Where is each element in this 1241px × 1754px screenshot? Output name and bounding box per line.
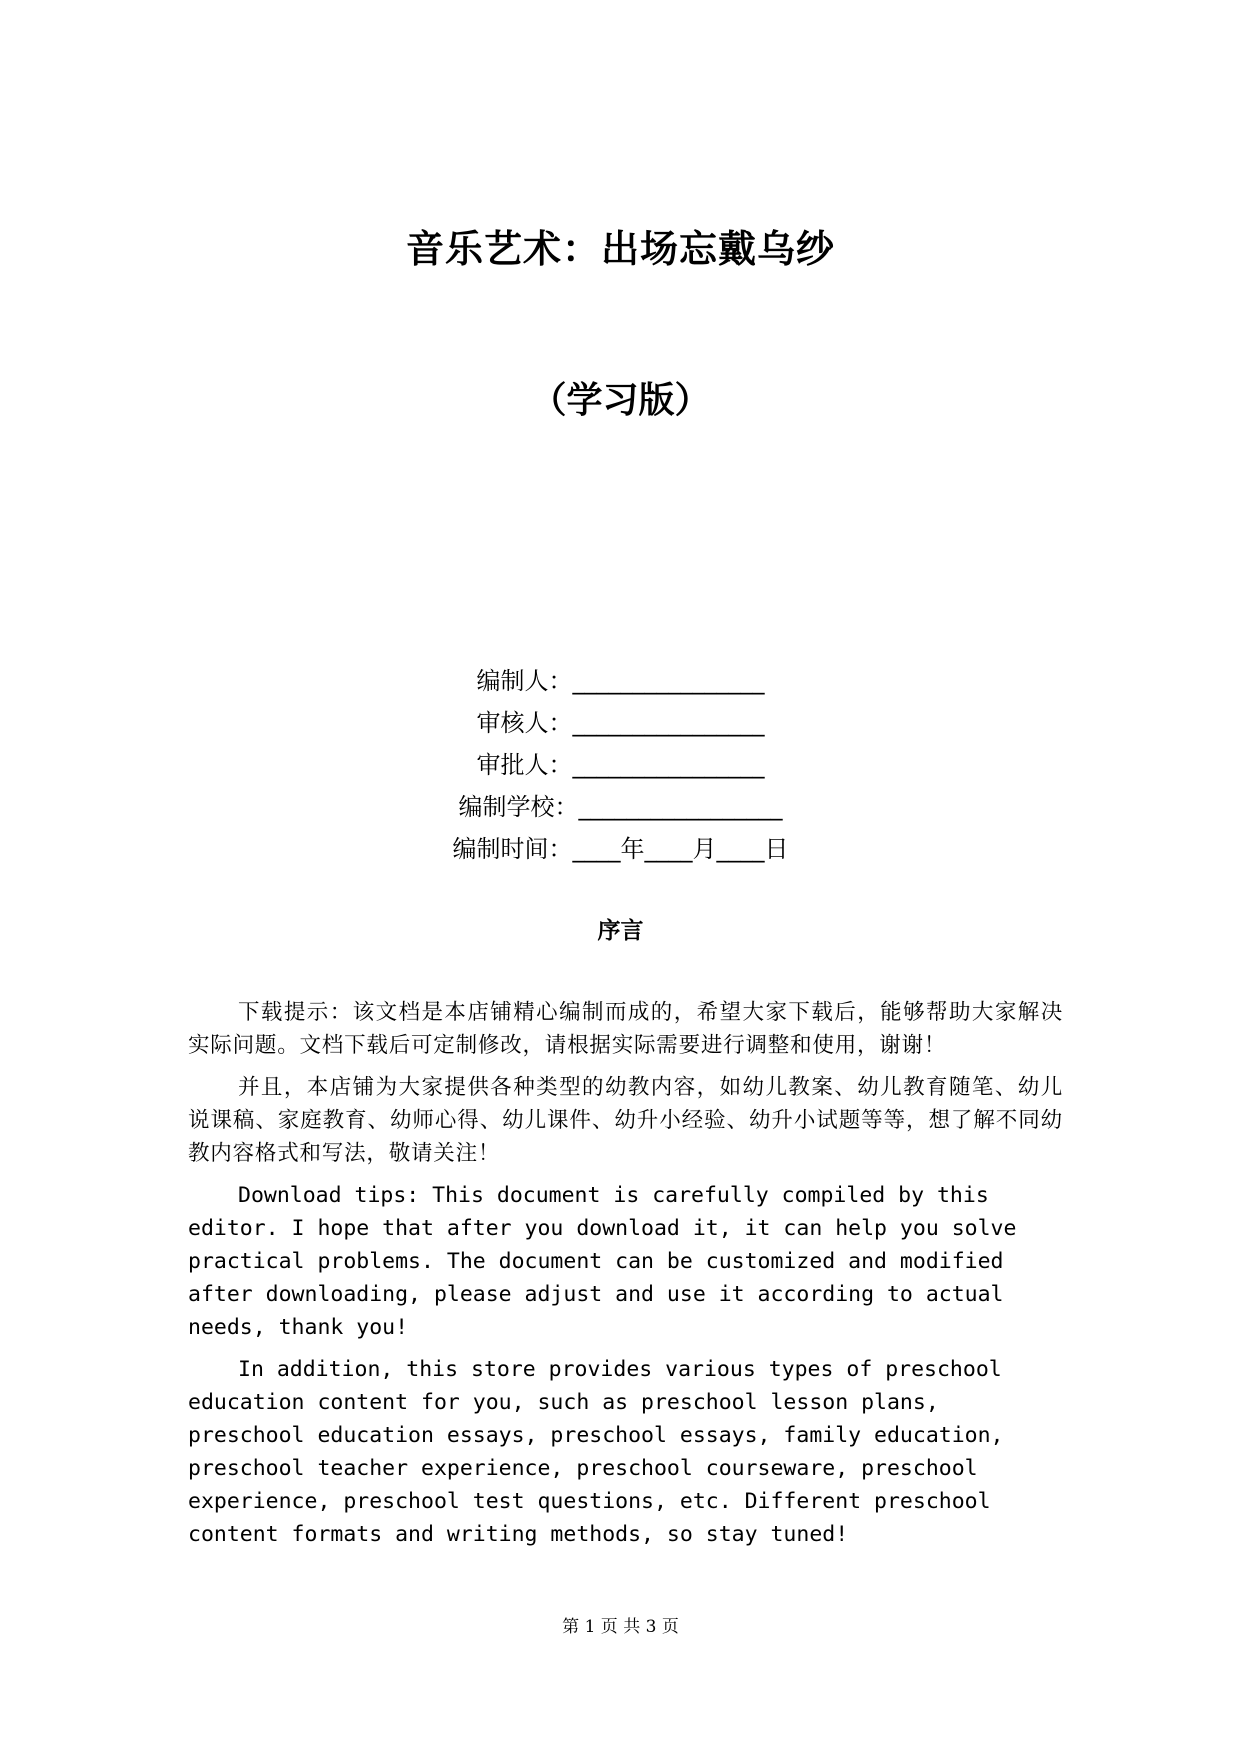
paragraph-content-types-cn: 并且，本店铺为大家提供各种类型的幼教内容，如幼儿教案、幼儿教育随笔、幼儿说课稿、家庭教育、幼师心得、幼儿课件、幼升小经验、幼升小试题等等，想了解不同幼教内容格式和写法，敬请关注！ [188,1075,1063,1166]
sign-field-compiler: 编制人：________________ [476,667,765,695]
sign-field-school: 编制学校：_________________ [458,793,783,821]
page-number-footer: 第 1 页 共 3 页 [562,1617,679,1637]
preface-heading: 序言 [597,918,644,944]
paragraph-content-types-en: In addition, this store provides various types of preschool education content for you, such as preschool lesson plans, preschool education essays, preschool essays, family education, preschool teacher experience, preschool courseware, preschool experience, preschool test questions, etc. Different preschool content formats and writing methods, so stay tuned! [188,1357,1004,1547]
paragraph-download-tip-en: Download tips: This document is carefully compiled by this editor. I hope that after you download it, it can help you solve practical problems. The document can be customized and modified after downloading, please adjust and use it according to actual needs, thank you! [188,1183,1017,1340]
paragraph-download-tip-cn: 下载提示：该文档是本店铺精心编制而成的，希望大家下载后，能够帮助大家解决实际问题。文档下载后可定制修改，请根据实际需要进行调整和使用，谢谢！ [188,1000,1063,1058]
sign-block [0,660,1241,870]
document-subtitle: （学习版） [530,379,711,421]
sign-field-approver: 审批人：________________ [476,751,765,779]
sign-field-reviewer: 审核人：________________ [476,709,765,737]
document-title: 音乐艺术：出场忘戴乌纱 [405,226,835,271]
preface-body [188,996,1063,1560]
sign-field-date: 编制时间：____年____月____日 [452,835,789,863]
